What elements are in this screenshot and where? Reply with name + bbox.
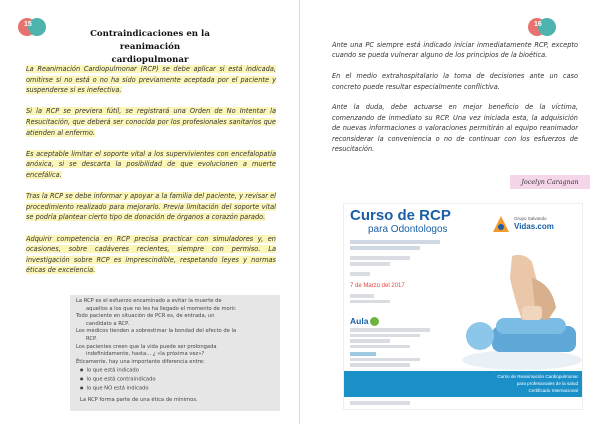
summary-note-box: [70, 295, 280, 411]
left-page-body: [26, 64, 276, 286]
triangle-logo-icon: [492, 215, 510, 233]
page-number-left: 15: [24, 21, 32, 28]
ad-logo-top: Grupo Salvando: [514, 216, 547, 221]
cpr-mannequin-icon: [452, 248, 582, 372]
ad-fine-print-icon: [350, 352, 450, 367]
ad-ribbon-line: para profesionales de la salud: [516, 381, 578, 386]
page-number-badge-left: [18, 14, 44, 40]
note-line: aquellos a los que no les ha llegado el momento de morir.: [86, 305, 237, 312]
paragraph: Ante la duda, debe actuarse en mejor beneficio de la víctima, comenzando de inmediato su RCP. Una vez iniciada esta, la adquisición de nuevas informaciones o valoraciones permitirán al equipo reanimador reconsiderar la conveniencia o no de continuar con los esfuerzos de resucitación.: [332, 103, 578, 154]
paragraph: Tras la RCP se debe informar y apoyar a la familia del paciente, y revisar el procedimiento realizado para mejorarlo. Previa limitación del soporte vital se podría plantear cierto tipo de donación de órganos a corazón parado.: [26, 192, 276, 222]
ad-ribbon-line: Curso de Reanimación Cardiopulmonar: [497, 374, 578, 379]
note-line: Los médicos tienden a sobrestimar la bondad del efecto de la: [76, 328, 237, 335]
paragraph: Si la RCP se previera fútil, se registrará una Orden de No Intentar la Resucitación, que deberá ser conocida por los profesionales sanitarios que atienden al enfermo.: [26, 107, 276, 137]
ad-footer-icon: [350, 401, 410, 405]
course-advertisement: [343, 203, 583, 410]
ad-fine-print-icon: [350, 328, 450, 348]
ad-fine-print-icon: [350, 240, 450, 250]
ad-logo: [490, 214, 580, 238]
venue-badge-icon: [370, 317, 379, 326]
ad-fine-print-icon: [350, 272, 450, 276]
note-line: Los pacientes creen que la vida puede ser prolongada: [76, 343, 217, 350]
note-line: La RCP es el esfuerzo encaminado a evitar la muerte de: [76, 298, 222, 304]
note-footer: La RCP forma parte de una ética de mínimos.: [80, 397, 198, 404]
page-number-badge-right: [528, 14, 554, 40]
note-bullet: ● lo que está indicado: [76, 366, 274, 375]
paragraph: Ante una PC siempre está indicado iniciar inmediatamente RCP, excepto cuando se pueda vulnerar alguno de los principios de la bioética.: [332, 41, 578, 60]
ad-date: 7 de Marzo del 2017: [350, 283, 405, 289]
note-bullet: ● lo que está contraindicado: [76, 375, 274, 384]
note-line: candidato a RCP.: [86, 320, 130, 327]
author-signature: Jocelyn Caragnan: [510, 175, 590, 189]
note-line: Todo paciente en situación de PCR es, de entrada, un: [76, 313, 215, 320]
ad-subtitle: para Odontologos: [368, 224, 448, 235]
ad-ribbon-line: Certificado Internacional: [528, 388, 578, 393]
ad-title: Curso de RCP: [350, 207, 451, 224]
ad-ribbon: [344, 371, 583, 397]
note-line: RCP.: [86, 335, 97, 342]
ad-venue: Aula: [350, 316, 379, 326]
paragraph: La Reanimación Cardiopulmonar (RCP) se debe aplicar si está indicada, omitirse si no está o no ha sido previamente aceptada por el paciente y suspenderse si es inefectiva.: [26, 65, 276, 95]
paragraph: En el medio extrahospitalario la toma de decisiones ante un caso concreto puede resultar especialmente conflictiva.: [332, 72, 578, 91]
note-bullet: ● lo que NO está indicado: [76, 384, 274, 393]
page-number-right: 16: [534, 21, 542, 28]
paragraph: Adquirir competencia en RCP precisa practicar con simuladores y, en ocasiones, sobre cadáveres recientes, siempre con permiso. La investigación sobre RCP es imprescindible, respetando leyes y normas éticas de excelencia.: [26, 234, 276, 275]
right-page-body: [332, 40, 578, 165]
ad-fine-print-icon: [350, 294, 450, 303]
left-page-title: Contraindicaciones en la reanimación cardiopulmonar: [90, 29, 210, 65]
note-line: indefinidamente, hasta... ¿ «la próxima vez»?: [86, 351, 205, 358]
ad-logo-name: Vidas.com: [514, 222, 554, 231]
note-line: Éticamente, hay una importante diferencia entre:: [76, 358, 205, 365]
paragraph: Es aceptable limitar el soporte vital a los supervivientes con encefalopatía anóxica, si se descarta la posibilidad de que evolucionen a muerte encefálica.: [26, 149, 276, 179]
ad-fine-print-icon: [350, 256, 450, 266]
